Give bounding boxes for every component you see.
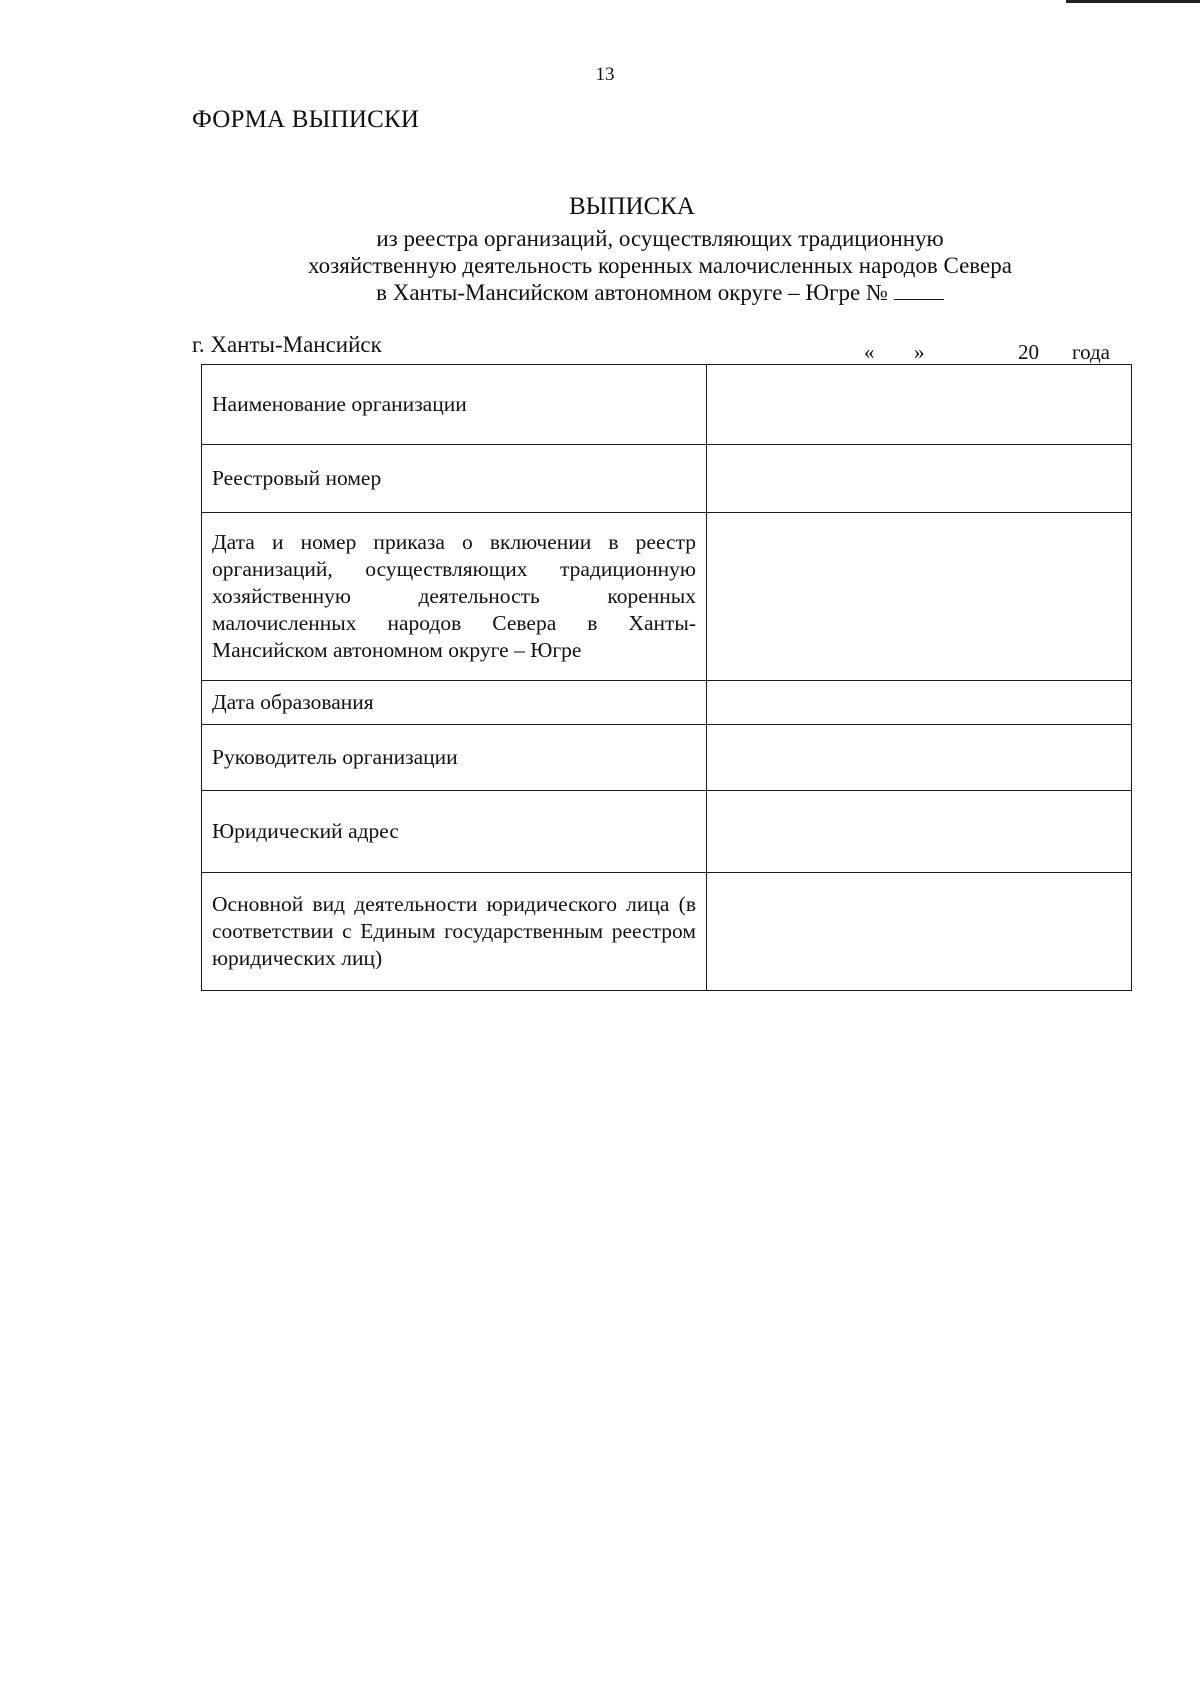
row-value-legal-address (707, 791, 1132, 873)
row-label-registry-number: Реестровый номер (202, 445, 707, 513)
subtitle-line-3-text: в Ханты-Мансийском автономном округе – Югре № (376, 280, 888, 305)
row-value-founding-date (707, 681, 1132, 725)
table-row (202, 513, 1132, 681)
row-label-founding-date: Дата образования (202, 681, 707, 725)
date-quote-open: « (864, 340, 875, 364)
subtitle-line-3 (260, 279, 1060, 306)
document-title: ВЫПИСКА (569, 193, 695, 220)
document-subtitle (260, 225, 1060, 306)
form-heading: ФОРМА ВЫПИСКИ (192, 106, 420, 133)
row-label-main-activity (202, 873, 707, 991)
city-name: г. Ханты-Мансийск (192, 332, 382, 357)
registry-extract-table (201, 364, 1132, 991)
date-year-word: года (1072, 340, 1110, 364)
main-activity-text: Основной вид деятельности юридического лица (в соответствии с Единым государственным реестром юридических лиц) (212, 892, 696, 970)
order-date-number-text: Дата и номер приказа о включении в реестр организаций, осуществляющих традиционную хозяйственную деятельность коренных малочисленных народов Севера в Ханты-Мансийском автономном округе – Югре (212, 530, 696, 662)
row-label-head-of-organization: Руководитель организации (202, 725, 707, 791)
row-value-organization-name (707, 365, 1132, 445)
page-number: 13 (595, 64, 615, 85)
table-row (202, 791, 1132, 873)
table-row (202, 873, 1132, 991)
row-label-legal-address: Юридический адрес (202, 791, 707, 873)
table-row (202, 725, 1132, 791)
table-row (202, 681, 1132, 725)
row-value-head-of-organization (707, 725, 1132, 791)
table-row (202, 445, 1132, 513)
row-value-main-activity (707, 873, 1132, 991)
row-label-organization-name: Наименование организации (202, 365, 707, 445)
subtitle-line-2: хозяйственную деятельность коренных малочисленных народов Севера (308, 253, 1012, 278)
registry-number-blank (894, 281, 944, 300)
row-label-order-date-number (202, 513, 707, 681)
subtitle-line-1: из реестра организаций, осуществляющих традиционную (376, 226, 944, 251)
date-quote-close: » (914, 340, 925, 364)
date-year-prefix: 20 (1018, 340, 1039, 364)
row-value-registry-number (707, 445, 1132, 513)
scan-edge-mark (1066, 0, 1200, 3)
table-row (202, 365, 1132, 445)
row-value-order-date-number (707, 513, 1132, 681)
